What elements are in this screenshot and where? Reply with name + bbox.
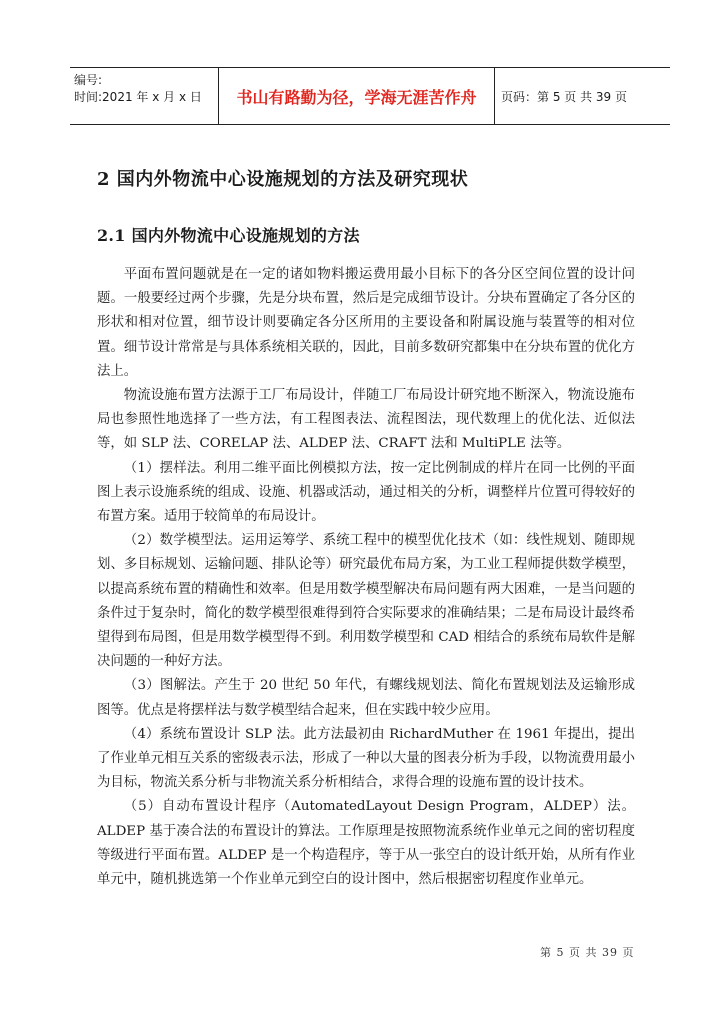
header-page-info: 页码：第 5 页 共 39 页 [501,89,627,104]
page-footer: 第 5 页 共 39 页 [540,946,635,959]
paragraph: （5）自动布置设计程序（AutomatedLayout Design Program，ALDEP）法。ALDEP 基于凑合法的布置设计的算法。工作原理是按照物流系统作业单元之间的密切程度等级进行平面布置。ALDEP 是一个构造程序，等于从一张空白的设计纸开始，从所有作业单元中，随机挑选第一个作业单元到空白的设计图中，然后根据密切程度作业单元。 [97,799,635,888]
paragraph: 平面布置问题就是在一定的诸如物料搬运费用最小目标下的各分区空间位置的设计问题。一般要经过两个步骤，先是分块布置，然后是完成细节设计。分块布置确定了各分区的形状和相对位置，细节设计则要确定各分区所用的主要设备和附属设施与装置等的相对位置。细节设计常常是与具体系统相关联的，因此，目前多数研究都集中在分块布置的优化方法上。 [97,267,635,379]
page-header [70,67,670,125]
body-text [97,263,635,892]
header-meta [70,68,218,124]
paragraph: （3）图解法。产生于 20 世纪 50 年代，有螺线规划法、简化布置规划法及运输形成图等。优点是将摆样法与数学模型结合起来，但在实践中较少应用。 [97,678,635,718]
paragraph: 物流设施布置方法源于工厂布局设计，伴随工厂布局设计研究地不断深入，物流设施布局也参照性地选择了一些方法，有工程图表法、流程图法，现代数理上的优化法、近似法等，如 SLP 法、CORELAP 法、ALDEP 法、CRAFT 法和 MultiPLE 法等。 [97,388,635,452]
document-time-label: 时间:2021 年 x 月 x 日 [74,90,202,104]
paragraph: （4）系统布置设计 SLP 法。此方法最初由 RichardMuther 在 1961 年提出，提出了作业单元相互关系的密级表示法，形成了一种以大量的图表分析为手段，以物流费用最小为目标，物流关系分析与非物流关系分析相结合，求得合理的设施布置的设计技术。 [97,726,635,791]
section-title: 2 国内外物流中心设施规划的方法及研究现状 [97,169,469,190]
paragraph: （2）数学模型法。运用运筹学、系统工程中的模型优化技术（如：线性规划、随即规划、多目标规划、运输问题、排队论等）研究最优布局方案，为工业工程师提供数学模型，以提高系统布置的精确性和效率。但是用数学模型解决布局问题有两大困难，一是当问题的条件过于复杂时，简化的数学模型很难得到符合实际要求的准确结果；二是布局设计最终希望得到布局图，但是用数学模型得不到。利用数学模型和 CAD 相结合的系统布局软件是解决问题的一种好方法。 [97,533,635,670]
document-number-label: 编号: [74,73,103,87]
paragraph: （1）摆样法。利用二维平面比例模拟方法，按一定比例制成的样片在同一比例的平面图上表示设施系统的组成、设施、机器或活动，通过相关的分析，调整样片位置可得较好的布置方案。适用于较简单的布局设计。 [97,460,635,525]
header-motto: 书山有路勤为径，学海无涯苦作舟 [218,68,495,124]
subsection-title: 2.1 国内外物流中心设施规划的方法 [97,226,360,245]
